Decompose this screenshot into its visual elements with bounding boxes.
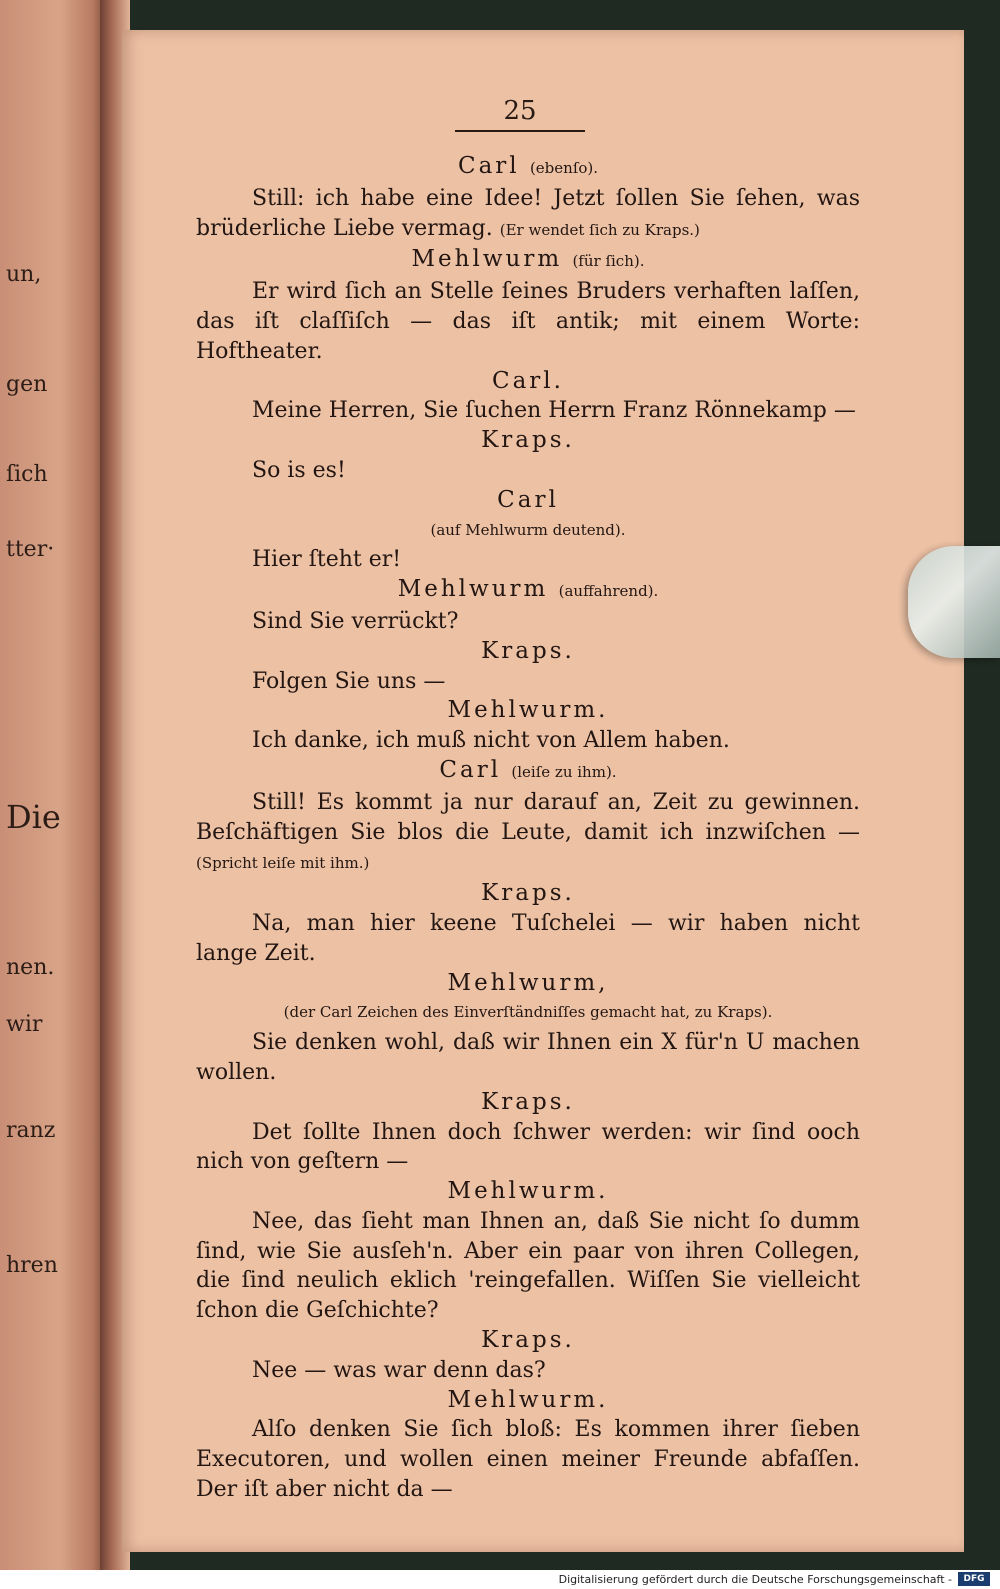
dfg-logo-icon: DFG (958, 1572, 990, 1586)
dialogue-text: Sind Sie verrückt? (252, 608, 459, 634)
stage-direction: (ebenſo). (529, 159, 599, 177)
left-page-fragment: hren (6, 1253, 58, 1278)
speaker-name (196, 426, 860, 456)
speaker-label: Kraps. (481, 1327, 575, 1354)
dialogue-text: Still: ich habe eine Idee! Jetzt ſollen Sie ſehen, was brüderliche Liebe vermag. (196, 185, 860, 241)
stage-direction: (auf Mehlwurm deutend). (430, 520, 626, 539)
dialogue-text: Det ſollte Ihnen doch ſchwer werden: wir ſind ooch nich von geſtern — (196, 1119, 860, 1175)
speaker-label: Mehlwurm. (447, 1386, 609, 1413)
dialogue-line (196, 1118, 860, 1178)
speaker-name (196, 1326, 860, 1356)
stage-direction: (Er wendet ſich zu Kraps.) (499, 220, 700, 239)
page-number-rule (455, 130, 585, 132)
left-page-fragment: un, (6, 262, 42, 287)
dialogue-text: Meine Herren, Sie ſuchen Herrn Franz Rönnekamp — (252, 398, 856, 424)
speaker-label: Kraps. (481, 427, 575, 454)
speaker-label: Kraps. (481, 637, 575, 664)
speaker-label: Kraps. (481, 880, 575, 907)
dialogue-line (196, 545, 860, 575)
dialogue-text: Alſo denken Sie ſich bloß: Es kommen ihrer ſieben Executoren, und wollen einen meiner Freunde abfaſſen. Der iſt aber nicht da — (196, 1417, 860, 1503)
dialogue-line (196, 909, 860, 969)
dialogue-text: Folgen Sie uns — (252, 668, 446, 694)
stage-direction: (Spricht leiſe mit ihm.) (196, 854, 370, 873)
speaker-label: Carl (439, 756, 502, 783)
page-number: 25 (503, 96, 537, 126)
dialogue-line (196, 277, 860, 366)
dialogue-line (196, 788, 860, 879)
dialogue-line (196, 184, 860, 246)
stage-direction: (für ſich). (572, 252, 645, 271)
left-page-fragment: ranz (6, 1118, 56, 1143)
speaker-name (196, 245, 860, 277)
dialogue-text: Hier ſteht er! (252, 547, 402, 573)
speaker-label: Mehlwurm. (447, 1178, 609, 1205)
stage-direction: (der Carl Zeichen des Einverſtändniſſes gemacht hat, zu Kraps). (283, 1003, 773, 1022)
speaker-name (196, 1177, 860, 1207)
speaker-name (196, 1088, 860, 1118)
dialogue-text: Na, man hier keene Tuſchelei — wir haben nicht lange Zeit. (196, 910, 860, 966)
speaker-name (196, 367, 860, 397)
page-text (196, 152, 860, 1505)
speaker-label: Carl (497, 486, 559, 513)
dialogue-text: So is es! (252, 457, 346, 483)
dialogue-line (196, 607, 860, 637)
dialogue-line (196, 667, 860, 697)
left-page-fragment: Die (6, 798, 61, 836)
page-clip (908, 546, 1000, 658)
stage-direction: (auffahrend). (558, 582, 659, 601)
dialogue-text: Nee, das ſieht man Ihnen an, daß Sie nicht ſo dumm ſind, wie Sie ausſeh'n. Aber ein paar von ihren Collegen, die ſind neulich eklich 'reingefallen. Wiſſen Sie vielleicht ſchon die Geſchichte? (196, 1208, 860, 1324)
left-page-fragment: gen (6, 372, 48, 397)
speaker-label: Carl (457, 153, 520, 179)
dialogue-line (196, 726, 860, 756)
speaker-name (196, 1386, 860, 1416)
dialogue-text: Ich danke, ich muß nicht von Allem haben. (252, 728, 730, 754)
left-page-fragment: wir (6, 1012, 43, 1037)
dialogue-text: Nee — was war denn das? (252, 1357, 546, 1383)
left-page-fragment: ſich (6, 462, 48, 487)
speaker-name (196, 696, 860, 726)
left-page-fragment: nen. (6, 955, 55, 980)
speaker-name (196, 575, 860, 607)
speaker-name (196, 969, 860, 999)
speaker-label: Kraps. (481, 1088, 575, 1115)
dialogue-line (196, 1028, 860, 1088)
dialogue-line (196, 396, 860, 426)
speaker-label: Mehlwurm, (447, 969, 609, 996)
speaker-name (196, 152, 860, 184)
speaker-label: Mehlwurm (397, 576, 549, 603)
speaker-name (196, 756, 860, 788)
dialogue-line (196, 1356, 860, 1386)
left-page-edge (0, 0, 108, 1570)
speaker-label: Mehlwurm (411, 246, 563, 273)
speaker-name (196, 879, 860, 909)
dialogue-line (196, 1415, 860, 1504)
left-page-fragment: tter· (6, 537, 55, 562)
speaker-name (196, 486, 860, 516)
footer-credit: Digitalisierung gefördert durch die Deutsche Forschungsgemeinschaft - (558, 1573, 952, 1586)
speaker-label: Carl. (492, 367, 564, 394)
speaker-label: Mehlwurm. (447, 697, 609, 724)
dialogue-text: Still! Es kommt ja nur darauf an, Zeit zu gewinnen. Beſchäftigen Sie blos die Leute, damit ich inzwiſchen — (196, 789, 860, 845)
dialogue-line (196, 456, 860, 486)
stage-direction: (leiſe zu ihm). (511, 762, 617, 781)
dialogue-text: Sie denken wohl, daß wir Ihnen ein X für'n U machen wollen. (196, 1030, 860, 1085)
speaker-name (196, 637, 860, 667)
dialogue-text: Er wird ſich an Stelle ſeines Bruders verhaften laſſen, das iſt claſſiſch — das iſt antik; mit einem Worte: Hoftheater. (196, 279, 860, 364)
dialogue-line (196, 1207, 860, 1326)
digitization-footer (0, 1570, 1000, 1589)
